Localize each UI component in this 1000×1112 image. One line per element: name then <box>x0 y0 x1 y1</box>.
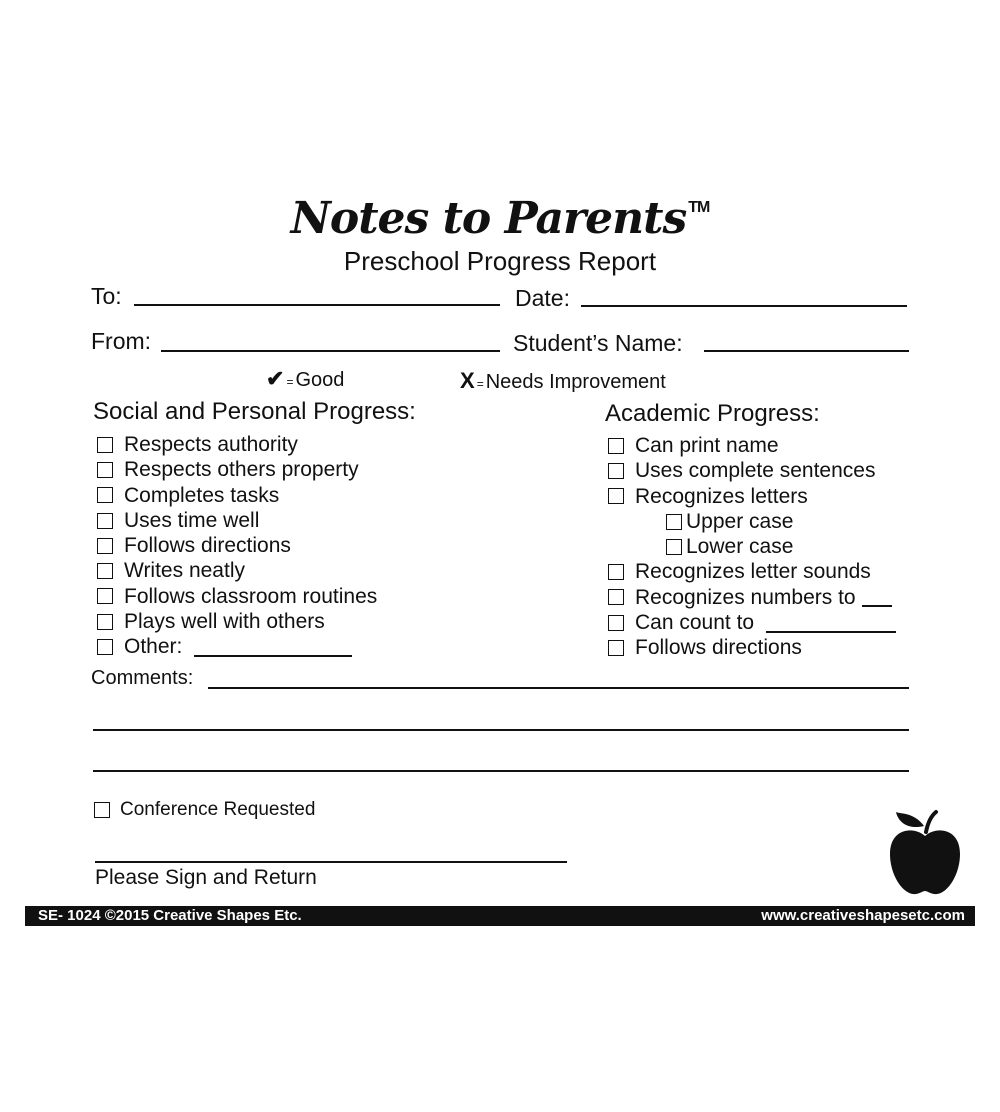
academic-section-title: Academic Progress: <box>605 400 820 427</box>
trademark: TM <box>688 199 710 216</box>
comments-label: Comments: <box>91 667 194 689</box>
list-item: Follows classroom routines <box>97 584 377 609</box>
checkbox-icon[interactable] <box>97 588 113 604</box>
list-item: Follows directions <box>608 635 896 660</box>
student-name-field[interactable] <box>704 350 909 352</box>
to-field[interactable] <box>134 304 500 306</box>
checkbox-icon[interactable] <box>94 802 110 818</box>
list-item: Can count to <box>608 610 896 635</box>
list-item: Lower case <box>608 534 896 559</box>
list-item: Completes tasks <box>97 483 377 508</box>
signature-line[interactable] <box>95 861 567 863</box>
checkbox-icon[interactable] <box>97 614 113 630</box>
list-item: Follows directions <box>97 533 377 558</box>
list-item: Recognizes letters <box>608 484 896 509</box>
checkbox-icon[interactable] <box>97 513 113 529</box>
page-title: Notes to Parents ™ <box>290 193 710 244</box>
list-item: Other: <box>97 634 377 659</box>
checkbox-icon[interactable] <box>97 563 113 579</box>
date-label: Date: <box>515 285 570 311</box>
checkbox-icon[interactable] <box>608 463 624 479</box>
checkbox-icon[interactable] <box>608 564 624 580</box>
checkbox-icon[interactable] <box>97 538 113 554</box>
student-name-label: Student’s Name: <box>513 330 683 356</box>
list-item: Plays well with others <box>97 609 377 634</box>
legend-needs-improvement: X = Needs Improvement <box>460 368 666 393</box>
copyright-text: SE- 1024 ©2015 Creative Shapes Etc. <box>38 907 302 924</box>
checkbox-icon[interactable] <box>97 462 113 478</box>
numbers-to-field[interactable] <box>862 587 892 607</box>
from-field[interactable] <box>161 350 500 352</box>
list-item: Writes neatly <box>97 558 377 583</box>
checkbox-icon[interactable] <box>666 539 682 555</box>
count-to-field[interactable] <box>766 613 896 633</box>
x-mark-icon: X <box>460 368 475 393</box>
social-section-title: Social and Personal Progress: <box>93 398 416 425</box>
comments-line-3[interactable] <box>93 770 909 772</box>
list-item: Recognizes letter sounds <box>608 559 896 584</box>
footer-bar <box>25 906 975 926</box>
checkbox-icon[interactable] <box>608 640 624 656</box>
list-item: Respects authority <box>97 432 377 457</box>
list-item: Recognizes numbers to <box>608 585 896 610</box>
date-field[interactable] <box>581 305 907 307</box>
checkbox-icon[interactable] <box>608 589 624 605</box>
checkbox-icon[interactable] <box>666 514 682 530</box>
to-label: To: <box>91 283 122 309</box>
checkbox-icon[interactable] <box>608 438 624 454</box>
comments-line-1[interactable] <box>208 687 909 689</box>
from-label: From: <box>91 328 152 354</box>
check-icon: ✔ <box>266 366 285 391</box>
list-item: Uses time well <box>97 508 377 533</box>
other-field[interactable] <box>194 637 352 657</box>
list-item: Can print name <box>608 433 896 458</box>
checkbox-icon[interactable] <box>608 615 624 631</box>
list-item: Uses complete sentences <box>608 458 896 483</box>
social-checklist <box>97 432 377 660</box>
list-item: Respects others property <box>97 457 377 482</box>
page-subtitle: Preschool Progress Report <box>343 246 657 276</box>
list-item: Upper case <box>608 509 896 534</box>
sign-and-return-label: Please Sign and Return <box>95 866 317 889</box>
checkbox-icon[interactable] <box>97 487 113 503</box>
checkbox-icon[interactable] <box>97 639 113 655</box>
academic-checklist <box>608 433 896 661</box>
website-link[interactable]: www.creativeshapesetc.com <box>761 907 965 924</box>
conference-requested: Conference Requested <box>94 799 315 821</box>
apple-icon <box>884 808 966 898</box>
legend-good: ✔ = Good <box>266 366 345 391</box>
comments-line-2[interactable] <box>93 729 909 731</box>
checkbox-icon[interactable] <box>608 488 624 504</box>
checkbox-icon[interactable] <box>97 437 113 453</box>
